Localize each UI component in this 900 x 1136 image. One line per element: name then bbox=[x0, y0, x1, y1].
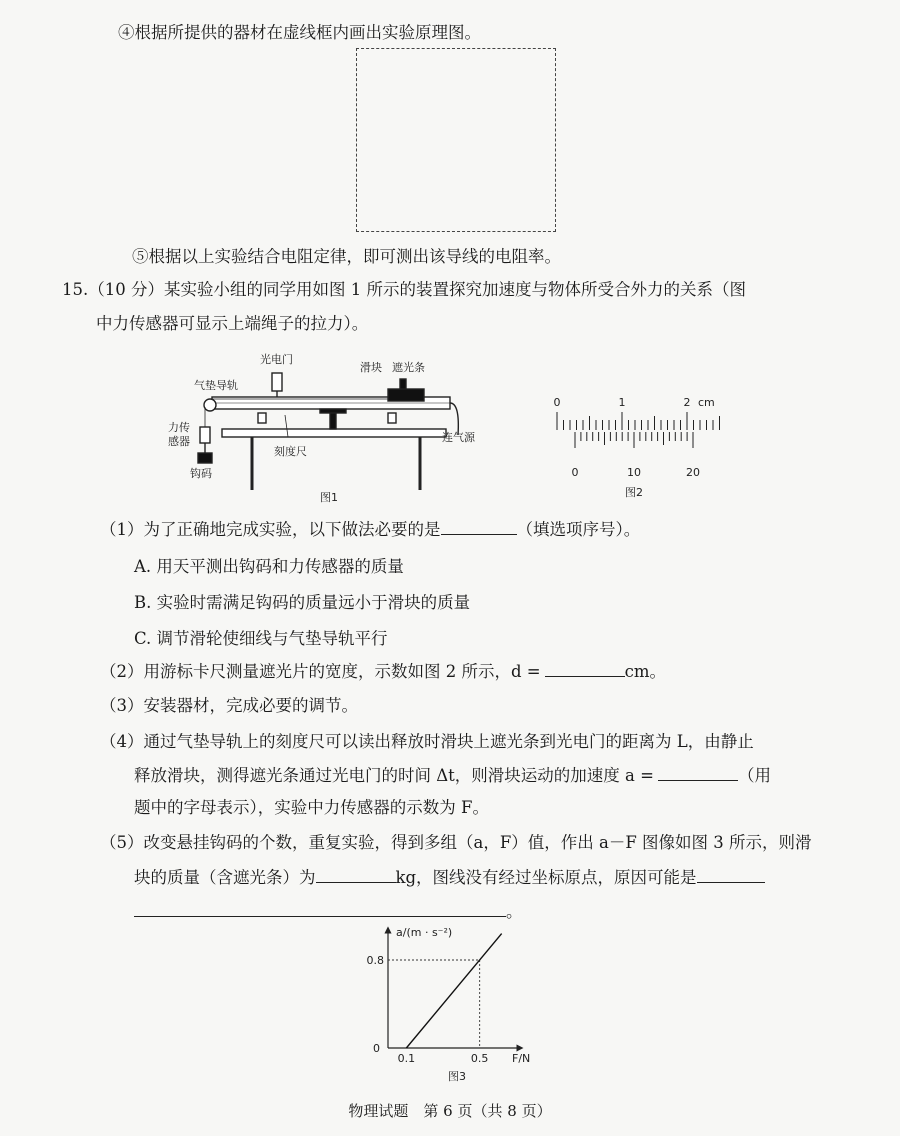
fig3-caption: 图3 bbox=[448, 1070, 466, 1083]
answer-blank-2[interactable] bbox=[545, 660, 625, 677]
option-b: B. 实验时需满足钩码的质量远小于滑块的质量 bbox=[134, 593, 471, 612]
fig2-vernier-tick-0: 0 bbox=[571, 466, 579, 479]
fig2-main-tick-1: 1 bbox=[618, 396, 626, 409]
label-slider: 滑块 bbox=[360, 361, 382, 374]
q15-part5-line2-mid: kg，图线没有经过坐标原点，原因可能是 bbox=[395, 868, 697, 887]
label-sensor-a: 力传 bbox=[168, 421, 190, 434]
option-c: C. 调节滑轮使细线与气垫导轨平行 bbox=[134, 629, 388, 648]
q15-part4-line2-suffix: （用 bbox=[737, 766, 771, 785]
answer-blank-5-continued[interactable] bbox=[134, 900, 506, 917]
label-sensor-b: 感器 bbox=[168, 435, 190, 448]
q14-step4: ④根据所提供的器材在虚线框内画出实验原理图。 bbox=[118, 23, 481, 42]
q14-step5: ⑤根据以上实验结合电阻定律，即可测出该导线的电阻率。 bbox=[132, 247, 561, 266]
label-weights: 钩码 bbox=[190, 467, 212, 480]
q15-stem-line2: 中力传感器可显示上端绳子的拉力）。 bbox=[96, 314, 369, 333]
q15-part5-line2-prefix: 块的质量（含遮光条）为 bbox=[134, 868, 316, 887]
fig3-graph bbox=[350, 920, 550, 1090]
label-photogate: 光电门 bbox=[260, 353, 293, 366]
q15-part1-suffix: （填选项序号）。 bbox=[516, 520, 641, 539]
fig3-x-tick-0.1: 0.1 bbox=[397, 1052, 416, 1065]
q15-part2-prefix: （2）用游标卡尺测量遮光片的宽度，示数如图 2 所示，d = bbox=[100, 662, 541, 681]
fig3-data-line bbox=[406, 934, 501, 1048]
q15-part4-line2-prefix: 释放滑块，测得遮光条通过光电门的时间 Δt，则滑块运动的加速度 a = bbox=[134, 766, 654, 785]
q15-part1 bbox=[100, 518, 640, 541]
fig2-main-tick-0: 0 bbox=[553, 396, 561, 409]
q15-part5-line3-end: 。 bbox=[506, 902, 523, 921]
answer-blank-1[interactable] bbox=[441, 518, 517, 535]
circuit-drawing-box[interactable] bbox=[356, 48, 556, 232]
q15-stem-line1: 15.（10 分）某实验小组的同学用如图 1 所示的装置探究加速度与物体所受合外力的关系（图 bbox=[62, 280, 746, 299]
fig3-y-tick-0.8: 0.8 bbox=[366, 954, 384, 967]
fig1-apparatus bbox=[160, 345, 480, 505]
fig2-caption: 图2 bbox=[625, 486, 643, 499]
fig2-vernier-tick-10: 10 bbox=[627, 466, 641, 479]
option-a: A. 用天平测出钩码和力传感器的质量 bbox=[134, 557, 404, 576]
q15-part5-line2 bbox=[134, 866, 765, 889]
fig2-main-tick-2: 2 bbox=[683, 396, 691, 409]
fig3-ylabel: a/(m · s⁻²) bbox=[396, 926, 453, 939]
q15-part5-line1: （5）改变悬挂钩码的个数，重复实验，得到多组（a，F）值，作出 a－F 图像如图 3 所示，则滑 bbox=[100, 833, 812, 852]
q15-part4-line3: 题中的字母表示），实验中力传感器的示数为 F。 bbox=[134, 798, 489, 817]
label-shade: 遮光条 bbox=[392, 361, 425, 374]
fig3-xlabel: F/N bbox=[512, 1052, 531, 1065]
q15-part2 bbox=[100, 660, 666, 683]
q15-part2-suffix: cm。 bbox=[624, 662, 667, 681]
q15-part1-prefix: （1）为了正确地完成实验，以下做法必要的是 bbox=[100, 520, 441, 539]
fig2-vernier-tick-20: 20 bbox=[686, 466, 700, 479]
q15-part4-line2 bbox=[134, 764, 771, 787]
answer-blank-3[interactable] bbox=[658, 764, 738, 781]
q15-part4-line1: （4）通过气垫导轨上的刻度尺可以读出释放时滑块上遮光条到光电门的距离为 L，由静止 bbox=[100, 732, 754, 751]
answer-blank-5[interactable] bbox=[697, 866, 765, 883]
fig3-origin: 0 bbox=[373, 1042, 380, 1055]
fig2-unit: cm bbox=[698, 396, 715, 409]
fig1-caption: 图1 bbox=[320, 491, 338, 504]
label-airtrack: 气垫导轨 bbox=[194, 379, 238, 392]
answer-blank-4[interactable] bbox=[316, 866, 396, 883]
label-air: 连气源 bbox=[442, 431, 475, 444]
page-footer: 物理试题 第 6 页（共 8 页） bbox=[348, 1102, 552, 1120]
q15-part3: （3）安装器材，完成必要的调节。 bbox=[100, 696, 358, 715]
fig3-x-tick-0.5: 0.5 bbox=[470, 1052, 489, 1065]
label-ruler: 刻度尺 bbox=[274, 445, 307, 458]
fig2-vernier bbox=[540, 388, 730, 503]
